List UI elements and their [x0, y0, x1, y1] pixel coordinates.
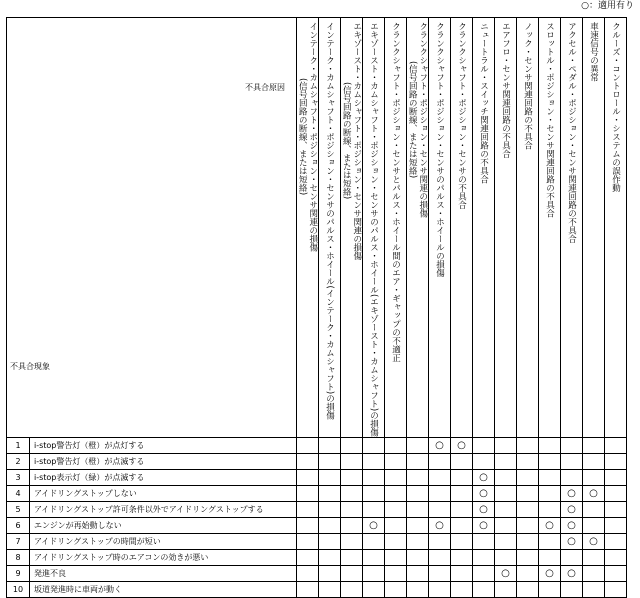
empty-cell — [539, 533, 561, 549]
empty-cell — [363, 549, 385, 565]
empty-cell — [341, 501, 363, 517]
empty-cell — [429, 581, 451, 597]
header-corner-cell — [7, 18, 297, 438]
cause-title: 不具合原因 — [245, 83, 285, 93]
empty-cell — [319, 469, 341, 485]
empty-cell — [561, 437, 583, 453]
empty-cell — [495, 517, 517, 533]
symptom-cell: 坂道発進時に車両が動く — [30, 581, 297, 597]
row-number: 10 — [7, 581, 30, 597]
empty-cell — [517, 549, 539, 565]
empty-cell — [561, 549, 583, 565]
empty-cell — [341, 549, 363, 565]
empty-cell — [451, 549, 473, 565]
empty-cell — [517, 501, 539, 517]
cause-header-13 — [561, 18, 583, 438]
empty-cell — [583, 565, 605, 581]
empty-cell — [473, 565, 495, 581]
cause-label: エアフロ・センサ関連回路の不具合 — [500, 22, 511, 158]
empty-cell — [341, 437, 363, 453]
row-number: 8 — [7, 549, 30, 565]
empty-cell — [363, 453, 385, 469]
applicable-mark: ○ — [429, 517, 451, 533]
empty-cell — [451, 469, 473, 485]
empty-cell — [517, 485, 539, 501]
empty-cell — [539, 581, 561, 597]
cause-header-10 — [495, 18, 517, 438]
empty-cell — [319, 501, 341, 517]
table-row — [7, 517, 627, 533]
empty-cell — [517, 517, 539, 533]
empty-cell — [539, 485, 561, 501]
empty-cell — [583, 501, 605, 517]
empty-cell — [473, 533, 495, 549]
empty-cell — [297, 549, 319, 565]
cause-header-11 — [517, 18, 539, 438]
legend: ○：適用有り — [581, 1, 634, 11]
empty-cell — [341, 565, 363, 581]
empty-cell — [539, 501, 561, 517]
empty-cell — [341, 485, 363, 501]
symptom-cell: アイドリングストップ時のエアコンの効きが悪い — [30, 549, 297, 565]
table-row — [7, 549, 627, 565]
empty-cell — [605, 453, 627, 469]
cause-header-3 — [341, 18, 363, 438]
empty-cell — [341, 469, 363, 485]
cause-label: エキゾースト・カムシャフト・ポジション・センサのパルス・ホイール(エキゾースト・カムシャフト)の損傷 — [368, 22, 379, 437]
cause-label: スロットル・ポジション・センサ関連回路の不具合 — [544, 22, 555, 218]
empty-cell — [451, 517, 473, 533]
empty-cell — [495, 453, 517, 469]
row-number: 9 — [7, 565, 30, 581]
phenomenon-title: 不具合現象 — [10, 362, 50, 372]
cause-label: クランクシャフト・ポジション・センサの不具合 — [456, 22, 467, 209]
empty-cell — [407, 453, 429, 469]
empty-cell — [341, 453, 363, 469]
symptom-cell: エンジンが再始動しない — [30, 517, 297, 533]
empty-cell — [407, 501, 429, 517]
table-row — [7, 469, 627, 485]
empty-cell — [385, 501, 407, 517]
applicable-mark: ○ — [363, 517, 385, 533]
empty-cell — [495, 485, 517, 501]
empty-cell — [341, 517, 363, 533]
table-row — [7, 533, 627, 549]
empty-cell — [605, 533, 627, 549]
row-number: 3 — [7, 469, 30, 485]
applicable-mark: ○ — [561, 501, 583, 517]
empty-cell — [605, 517, 627, 533]
table-row — [7, 501, 627, 517]
empty-cell — [429, 549, 451, 565]
empty-cell — [363, 485, 385, 501]
symptom-cell: アイドリングストップ許可条件以外でアイドリングストップする — [30, 501, 297, 517]
diagonal-divider — [7, 78, 291, 376]
applicable-mark: ○ — [429, 437, 451, 453]
empty-cell — [363, 533, 385, 549]
applicable-mark: ○ — [473, 501, 495, 517]
empty-cell — [319, 533, 341, 549]
empty-cell — [451, 501, 473, 517]
applicable-mark: ○ — [561, 533, 583, 549]
empty-cell — [341, 533, 363, 549]
empty-cell — [407, 581, 429, 597]
empty-cell — [451, 453, 473, 469]
cause-header-1 — [297, 18, 319, 438]
empty-cell — [385, 517, 407, 533]
cause-label: 車速信号の異常 — [588, 22, 599, 82]
cause-header-5 — [385, 18, 407, 438]
empty-cell — [429, 533, 451, 549]
cause-label: アクセル・ペダル・ポジション・センサ関連回路の不具合 — [566, 22, 577, 243]
symptom-cell: i-stop警告灯（橙）が点滅する — [30, 453, 297, 469]
empty-cell — [451, 581, 473, 597]
empty-cell — [407, 517, 429, 533]
empty-cell — [561, 453, 583, 469]
matrix-body — [7, 437, 627, 597]
empty-cell — [517, 437, 539, 453]
header-row — [7, 18, 627, 438]
table-row — [7, 453, 627, 469]
row-number: 4 — [7, 485, 30, 501]
applicable-mark: ○ — [561, 517, 583, 533]
empty-cell — [605, 565, 627, 581]
empty-cell — [561, 581, 583, 597]
cause-label: (信号回路の断線、または短絡) — [407, 61, 418, 179]
empty-cell — [363, 581, 385, 597]
applicable-mark: ○ — [451, 437, 473, 453]
empty-cell — [495, 581, 517, 597]
empty-cell — [451, 485, 473, 501]
empty-cell — [473, 437, 495, 453]
empty-cell — [429, 501, 451, 517]
empty-cell — [297, 581, 319, 597]
empty-cell — [363, 565, 385, 581]
empty-cell — [341, 581, 363, 597]
empty-cell — [319, 453, 341, 469]
empty-cell — [539, 549, 561, 565]
cause-label: ノック・センサ関連回路の不具合 — [522, 22, 533, 150]
empty-cell — [451, 565, 473, 581]
symptom-cell: 発進不良 — [30, 565, 297, 581]
empty-cell — [605, 437, 627, 453]
cause-label: インテーク・カムシャフト・ポジション・センサ関連の損傷 — [307, 22, 318, 252]
empty-cell — [363, 501, 385, 517]
empty-cell — [517, 533, 539, 549]
applicable-mark: ○ — [473, 517, 495, 533]
empty-cell — [319, 581, 341, 597]
applicable-mark: ○ — [539, 565, 561, 581]
empty-cell — [517, 565, 539, 581]
cause-label: クランクシャフト・ポジション・センサのパルス・ホイールの損傷 — [434, 22, 445, 277]
cause-label: ニュートラル・スイッチ関連回路の不具合 — [478, 22, 489, 184]
empty-cell — [605, 485, 627, 501]
table-row — [7, 437, 627, 453]
empty-cell — [407, 565, 429, 581]
applicable-mark: ○ — [473, 485, 495, 501]
empty-cell — [495, 533, 517, 549]
empty-cell — [605, 581, 627, 597]
cause-label: エキゾースト・カムシャフト・ポジション・センサ関連の損傷 — [351, 22, 362, 260]
empty-cell — [429, 469, 451, 485]
cause-label: クランクシャフト・ポジション・センサとパルス・ホイール間のエア・ギャップの不適正 — [390, 22, 401, 362]
empty-cell — [495, 501, 517, 517]
empty-cell — [297, 453, 319, 469]
empty-cell — [473, 453, 495, 469]
cause-header-8 — [451, 18, 473, 438]
cause-label: (信号回路の断線、または短絡) — [297, 78, 308, 196]
empty-cell — [407, 469, 429, 485]
empty-cell — [429, 485, 451, 501]
empty-cell — [319, 517, 341, 533]
symptom-cell: i-stop警告灯（橙）が点灯する — [30, 437, 297, 453]
empty-cell — [495, 469, 517, 485]
symptom-cell: i-stop表示灯（緑）が点滅する — [30, 469, 297, 485]
empty-cell — [539, 469, 561, 485]
empty-cell — [385, 533, 407, 549]
empty-cell — [319, 485, 341, 501]
row-number: 6 — [7, 517, 30, 533]
cause-header-2 — [319, 18, 341, 438]
empty-cell — [583, 453, 605, 469]
empty-cell — [297, 469, 319, 485]
empty-cell — [385, 453, 407, 469]
empty-cell — [297, 501, 319, 517]
empty-cell — [385, 469, 407, 485]
row-number: 7 — [7, 533, 30, 549]
empty-cell — [517, 453, 539, 469]
empty-cell — [605, 501, 627, 517]
cause-label: クルーズ・コントロール・システムの誤作動 — [610, 22, 621, 192]
row-number: 2 — [7, 453, 30, 469]
symptom-cell: アイドリングストップの時間が短い — [30, 533, 297, 549]
symptom-cell: アイドリングストップしない — [30, 485, 297, 501]
applicable-mark: ○ — [583, 485, 605, 501]
empty-cell — [473, 581, 495, 597]
cause-header-15 — [605, 18, 627, 438]
empty-cell — [583, 469, 605, 485]
empty-cell — [605, 469, 627, 485]
cause-header-9 — [473, 18, 495, 438]
table-row — [7, 581, 627, 597]
cause-label: インテーク・カムシャフト・ポジション・センサのパルス・ホイール(インテーク・カムシャフト)の損傷 — [324, 22, 335, 420]
empty-cell — [297, 533, 319, 549]
empty-cell — [429, 453, 451, 469]
applicable-mark: ○ — [583, 533, 605, 549]
empty-cell — [297, 565, 319, 581]
empty-cell — [583, 549, 605, 565]
empty-cell — [297, 517, 319, 533]
empty-cell — [407, 549, 429, 565]
empty-cell — [517, 581, 539, 597]
row-number: 1 — [7, 437, 30, 453]
empty-cell — [385, 581, 407, 597]
empty-cell — [473, 549, 495, 565]
cause-header-4 — [363, 18, 385, 438]
cause-header-14 — [583, 18, 605, 438]
empty-cell — [363, 469, 385, 485]
applicable-mark: ○ — [495, 565, 517, 581]
empty-cell — [385, 485, 407, 501]
empty-cell — [385, 549, 407, 565]
applicable-mark: ○ — [473, 469, 495, 485]
empty-cell — [297, 485, 319, 501]
empty-cell — [605, 549, 627, 565]
empty-cell — [517, 469, 539, 485]
cause-header-7 — [429, 18, 451, 438]
empty-cell — [319, 565, 341, 581]
cause-label: (信号回路の断線、または短絡) — [341, 82, 352, 200]
cause-label: クランクシャフト・ポジション・センサ関連の損傷 — [417, 22, 428, 218]
empty-cell — [583, 437, 605, 453]
diagnosis-matrix-table — [6, 17, 627, 598]
applicable-mark: ○ — [561, 565, 583, 581]
applicable-mark: ○ — [561, 485, 583, 501]
empty-cell — [407, 533, 429, 549]
empty-cell — [539, 437, 561, 453]
empty-cell — [495, 549, 517, 565]
empty-cell — [495, 437, 517, 453]
empty-cell — [561, 469, 583, 485]
empty-cell — [297, 437, 319, 453]
cause-header-6 — [407, 18, 429, 438]
row-number: 5 — [7, 501, 30, 517]
empty-cell — [319, 437, 341, 453]
empty-cell — [385, 565, 407, 581]
empty-cell — [429, 565, 451, 581]
empty-cell — [363, 437, 385, 453]
empty-cell — [407, 437, 429, 453]
empty-cell — [407, 485, 429, 501]
empty-cell — [319, 549, 341, 565]
table-row — [7, 485, 627, 501]
cause-header-12 — [539, 18, 561, 438]
empty-cell — [583, 581, 605, 597]
applicable-mark: ○ — [539, 517, 561, 533]
empty-cell — [385, 437, 407, 453]
empty-cell — [539, 453, 561, 469]
empty-cell — [583, 517, 605, 533]
table-row — [7, 565, 627, 581]
empty-cell — [451, 533, 473, 549]
